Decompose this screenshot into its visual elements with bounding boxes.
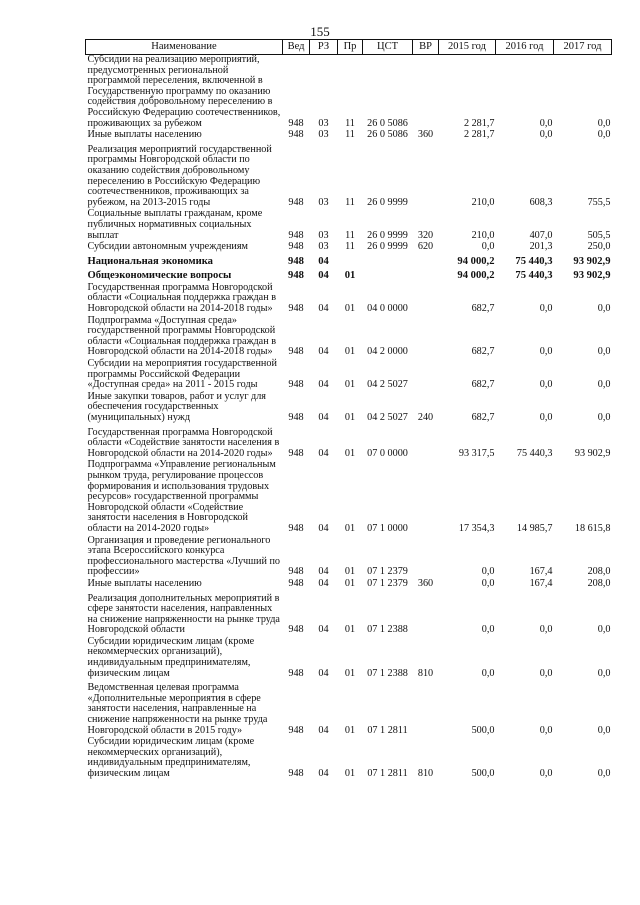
cell-pr: 01 bbox=[344, 667, 356, 679]
cell-name: Субсидии автономным учреждениям bbox=[87, 241, 248, 253]
cell-2015: 0,0 bbox=[481, 241, 495, 253]
cell-pr: 01 bbox=[344, 412, 356, 423]
header-2017: 2017 год bbox=[554, 40, 612, 55]
cell-pr: 01 bbox=[344, 577, 356, 589]
cell-cst: 07 0 0000 bbox=[367, 447, 408, 459]
cell-vr bbox=[413, 536, 439, 579]
cell-ved: 948 bbox=[288, 129, 304, 141]
cell-2017: 505,5 bbox=[587, 229, 611, 241]
cell-name: Национальная экономика bbox=[87, 255, 213, 267]
cell-name: Субсидии юридическим лицам (кроме некоммерческих организаций), индивидуальным предпринимателям, физическим лицам bbox=[87, 635, 255, 679]
cell-rz: 04 bbox=[318, 346, 329, 358]
cell-2016: 0,0 bbox=[539, 346, 553, 358]
header-rz: РЗ bbox=[310, 40, 338, 55]
cell-pr: 01 bbox=[344, 270, 356, 282]
page-number: 155 bbox=[310, 24, 330, 39]
cell-rz: 04 bbox=[318, 447, 329, 459]
cell-2016: 0,0 bbox=[539, 624, 553, 636]
cell-cst: 04 2 5027 bbox=[367, 379, 408, 391]
cell-2015: 0,0 bbox=[481, 577, 495, 589]
cell-ved: 948 bbox=[288, 241, 304, 253]
cell-ved: 948 bbox=[288, 346, 304, 358]
cell-name: Реализация дополнительных мероприятий в сфере занятости населения, направленных на снижение напряженности на рынке труда Новгородской области bbox=[87, 592, 280, 636]
cell-ved: 948 bbox=[288, 768, 304, 779]
cell-2017: 0,0 bbox=[597, 346, 611, 358]
cell-2017: 0,0 bbox=[597, 303, 611, 315]
cell-name: Субсидии на реализацию мероприятий, предусмотренных региональной программой переселения, включенной в Государственную программу по оказанию содействия добровольному переселению в Российскую Федерацию соотечественников, проживающих за рубежом bbox=[87, 54, 281, 129]
cell-2017: 0,0 bbox=[597, 129, 611, 141]
cell-2017: 0,0 bbox=[597, 724, 611, 736]
cell-rz: 04 bbox=[318, 255, 329, 267]
table-body bbox=[86, 55, 612, 781]
cell-ved: 948 bbox=[288, 412, 304, 423]
cell-ved: 948 bbox=[288, 724, 304, 736]
cell-name: Реализация мероприятий государственной программы Новгородской области по оказанию содействия добровольному переселению в Российскую Федерацию соотечественников, проживающих за рубежом, на 2013-2015 годы bbox=[87, 143, 272, 208]
cell-vr: 360 bbox=[417, 129, 434, 141]
table-row bbox=[86, 209, 612, 242]
cell-name: Социальные выплаты гражданам, кроме публичных нормативных социальных выплат bbox=[87, 208, 263, 241]
table-row bbox=[86, 637, 612, 680]
cell-2017: 0,0 bbox=[597, 667, 611, 679]
cell-cst: 26 0 5086 bbox=[367, 117, 408, 129]
table-row bbox=[86, 283, 612, 316]
table-row bbox=[86, 737, 612, 780]
cell-ved: 948 bbox=[288, 303, 304, 315]
cell-name: Иные выплаты населению bbox=[87, 129, 202, 141]
cell-2016: 0,0 bbox=[539, 379, 553, 391]
cell-name: Государственная программа Новгородской области «Содействие занятости населения в Новгородской области на 2014-2020 годы» bbox=[87, 426, 280, 459]
cell-vr bbox=[413, 316, 439, 359]
table-row bbox=[86, 359, 612, 392]
cell-ved: 948 bbox=[288, 577, 304, 589]
table-header bbox=[86, 40, 612, 55]
cell-ved: 948 bbox=[288, 379, 304, 391]
cell-vr bbox=[413, 460, 439, 535]
cell-cst: 26 0 9999 bbox=[367, 196, 408, 208]
header-cst: ЦСТ bbox=[363, 40, 413, 55]
cell-name: Ведомственная целевая программа «Дополнительные мероприятия в сфере занятости населения, направленные на снижение напряженности на рынке труда Новгородской области в 2015 году» bbox=[87, 682, 268, 736]
cell-2017: 208,0 bbox=[587, 577, 611, 589]
cell-cst: 26 0 5086 bbox=[367, 129, 408, 141]
header-ved: Вед bbox=[283, 40, 310, 55]
cell-pr: 01 bbox=[344, 303, 356, 315]
cell-vr bbox=[413, 283, 439, 316]
cell-vr: 810 bbox=[417, 768, 434, 779]
cell-name: Подпрограмма «Управление региональным рынком труда, регулирование процессов формирования и использования трудовых ресурсов» государственной программы Новгородской области «Содействие занятости населения в Новгородской области на 2014-2020 годы» bbox=[87, 459, 276, 534]
cell-cst: 07 1 2811 bbox=[367, 724, 408, 736]
cell-2017: 0,0 bbox=[597, 379, 611, 391]
cell-ved: 948 bbox=[288, 667, 304, 679]
cell-2015: 94 000,2 bbox=[457, 270, 495, 282]
cell-ved: 948 bbox=[288, 117, 304, 129]
cell-2015: 2 281,7 bbox=[463, 117, 495, 129]
cell-name: Государственная программа Новгородской области «Социальная поддержка граждан в Новгородской области на 2014-2018 годы» bbox=[87, 281, 277, 315]
cell-vr bbox=[413, 591, 439, 637]
cell-vr bbox=[413, 268, 439, 283]
cell-cst: 07 1 2388 bbox=[367, 667, 408, 679]
table-row bbox=[86, 680, 612, 737]
cell-2016: 0,0 bbox=[539, 303, 553, 315]
table-row bbox=[86, 460, 612, 535]
cell-ved: 948 bbox=[288, 255, 304, 267]
cell-2015: 0,0 bbox=[481, 566, 495, 578]
cell-cst: 04 2 0000 bbox=[367, 346, 408, 358]
cell-vr: 240 bbox=[417, 412, 434, 423]
cell-pr: 01 bbox=[344, 379, 356, 391]
cell-name: Подпрограмма «Доступная среда» государственной программы Новгородской области «Социальная поддержка граждан в Новгородской области на 2014-2018 годы» bbox=[87, 314, 277, 358]
cell-ved: 948 bbox=[288, 624, 304, 636]
cell-pr bbox=[338, 254, 363, 269]
cell-pr: 11 bbox=[345, 117, 355, 129]
cell-vr: 360 bbox=[417, 577, 434, 589]
cell-cst: 07 1 2388 bbox=[367, 624, 408, 636]
cell-rz: 04 bbox=[318, 522, 329, 534]
cell-cst: 07 1 0000 bbox=[367, 522, 408, 534]
cell-rz: 03 bbox=[318, 129, 329, 141]
cell-pr: 01 bbox=[344, 624, 356, 636]
cell-cst bbox=[363, 268, 413, 283]
cell-2015: 93 317,5 bbox=[458, 447, 495, 459]
cell-2017: 755,5 bbox=[587, 196, 611, 208]
cell-rz: 03 bbox=[318, 229, 329, 241]
cell-name: Иные закупки товаров, работ и услуг для обеспечения государственных (муниципальных) нужд bbox=[87, 390, 266, 423]
table-row bbox=[86, 316, 612, 359]
table-row bbox=[86, 425, 612, 461]
cell-pr: 01 bbox=[344, 768, 356, 779]
cell-2017: 0,0 bbox=[597, 412, 611, 423]
cell-2016: 14 985,7 bbox=[516, 522, 553, 534]
cell-vr bbox=[413, 425, 439, 461]
cell-pr: 11 bbox=[345, 241, 355, 253]
cell-name: Иные выплаты населению bbox=[87, 577, 202, 589]
cell-name: Общеэкономические вопросы bbox=[87, 270, 232, 282]
cell-2017: 93 902,9 bbox=[574, 447, 611, 459]
cell-rz: 03 bbox=[318, 196, 329, 208]
cell-2017: 0,0 bbox=[597, 768, 611, 779]
table-row bbox=[86, 142, 612, 210]
cell-pr: 11 bbox=[345, 129, 355, 141]
cell-ved: 948 bbox=[288, 229, 304, 241]
cell-2015: 500,0 bbox=[471, 768, 495, 779]
cell-cst: 04 0 0000 bbox=[367, 303, 408, 315]
cell-2016: 0,0 bbox=[539, 724, 553, 736]
cell-2015: 682,7 bbox=[471, 303, 495, 315]
cell-2016: 0,0 bbox=[539, 412, 553, 423]
cell-2016: 167,4 bbox=[529, 577, 553, 589]
cell-vr bbox=[413, 254, 439, 269]
cell-cst: 07 1 2811 bbox=[367, 768, 408, 779]
cell-cst bbox=[363, 254, 413, 269]
cell-ved: 948 bbox=[288, 196, 304, 208]
cell-2016: 75 440,3 bbox=[515, 255, 553, 267]
cell-cst: 04 2 5027 bbox=[367, 412, 408, 423]
cell-rz: 04 bbox=[318, 379, 329, 391]
cell-cst: 07 1 2379 bbox=[367, 577, 408, 589]
cell-rz: 04 bbox=[318, 566, 329, 578]
cell-2017: 93 902,9 bbox=[573, 270, 611, 282]
cell-rz: 04 bbox=[318, 577, 329, 589]
cell-2015: 682,7 bbox=[471, 379, 495, 391]
cell-2017: 208,0 bbox=[587, 566, 611, 578]
cell-2015: 94 000,2 bbox=[457, 255, 495, 267]
cell-2015: 2 281,7 bbox=[463, 129, 495, 141]
cell-rz: 03 bbox=[318, 117, 329, 129]
cell-pr: 01 bbox=[344, 346, 356, 358]
cell-2015: 0,0 bbox=[481, 667, 495, 679]
cell-name: Организация и проведение регионального этапа Всероссийского конкурса профессионального мастерства «Лучший по профессии» bbox=[87, 534, 281, 578]
cell-cst: 26 0 9999 bbox=[367, 229, 408, 241]
cell-name: Субсидии на мероприятия государственной программы Российской Федерации «Доступная среда» на 2011 - 2015 годы bbox=[87, 358, 277, 391]
table-row bbox=[86, 55, 612, 131]
cell-rz: 04 bbox=[318, 724, 329, 736]
cell-rz: 04 bbox=[318, 624, 329, 636]
cell-rz: 03 bbox=[318, 241, 329, 253]
cell-ved: 948 bbox=[288, 566, 304, 578]
cell-2017: 0,0 bbox=[597, 624, 611, 636]
cell-2016: 0,0 bbox=[539, 768, 553, 779]
header-2015: 2015 год bbox=[439, 40, 496, 55]
cell-2015: 210,0 bbox=[471, 229, 495, 241]
cell-2016: 407,0 bbox=[529, 229, 553, 241]
cell-vr: 320 bbox=[417, 229, 434, 241]
cell-vr bbox=[413, 359, 439, 392]
cell-vr: 620 bbox=[417, 241, 434, 253]
cell-rz: 04 bbox=[318, 303, 329, 315]
header-vr: ВР bbox=[413, 40, 439, 55]
table-row bbox=[86, 254, 612, 269]
cell-2017: 0,0 bbox=[597, 117, 611, 129]
header-2016: 2016 год bbox=[496, 40, 554, 55]
cell-rz: 04 bbox=[318, 270, 329, 282]
budget-table bbox=[85, 39, 612, 781]
table-row bbox=[86, 536, 612, 579]
cell-pr: 01 bbox=[344, 566, 356, 578]
table-row bbox=[86, 130, 612, 142]
cell-ved: 948 bbox=[288, 270, 304, 282]
table-row bbox=[86, 579, 612, 591]
cell-2016: 201,3 bbox=[529, 241, 553, 253]
cell-name: Субсидии юридическим лицам (кроме некоммерческих организаций), индивидуальным предпринимателям, физическим лицам bbox=[87, 736, 255, 779]
cell-2015: 682,7 bbox=[471, 346, 495, 358]
cell-2016: 167,4 bbox=[529, 566, 553, 578]
cell-2016: 75 440,3 bbox=[516, 447, 553, 459]
cell-2015: 682,7 bbox=[471, 412, 495, 423]
cell-2015: 210,0 bbox=[471, 196, 495, 208]
cell-2017: 93 902,9 bbox=[573, 255, 611, 267]
cell-pr: 01 bbox=[344, 522, 356, 534]
cell-cst: 07 1 2379 bbox=[367, 566, 408, 578]
table-row bbox=[86, 392, 612, 425]
table-row bbox=[86, 268, 612, 283]
cell-vr bbox=[413, 55, 439, 131]
cell-2016: 0,0 bbox=[539, 667, 553, 679]
cell-pr: 11 bbox=[345, 196, 355, 208]
cell-pr: 01 bbox=[344, 724, 356, 736]
cell-2015: 17 354,3 bbox=[458, 522, 495, 534]
header-pr: Пр bbox=[338, 40, 363, 55]
cell-2016: 75 440,3 bbox=[515, 270, 553, 282]
cell-rz: 04 bbox=[318, 667, 329, 679]
cell-vr bbox=[413, 680, 439, 737]
cell-rz: 04 bbox=[318, 768, 329, 779]
cell-ved: 948 bbox=[288, 447, 304, 459]
cell-pr: 11 bbox=[345, 229, 355, 241]
cell-2015: 500,0 bbox=[471, 724, 495, 736]
cell-ved: 948 bbox=[288, 522, 304, 534]
header-name: Наименование bbox=[86, 40, 283, 55]
cell-2017: 18 615,8 bbox=[574, 522, 611, 534]
cell-rz: 04 bbox=[318, 412, 329, 423]
cell-cst: 26 0 9999 bbox=[367, 241, 408, 253]
cell-2015: 0,0 bbox=[481, 624, 495, 636]
cell-vr bbox=[413, 142, 439, 210]
cell-2016: 0,0 bbox=[539, 129, 553, 141]
cell-pr: 01 bbox=[344, 447, 356, 459]
table-row bbox=[86, 591, 612, 637]
table-row bbox=[86, 242, 612, 254]
cell-2016: 0,0 bbox=[539, 117, 553, 129]
cell-2016: 608,3 bbox=[529, 196, 553, 208]
cell-2017: 250,0 bbox=[587, 241, 611, 253]
cell-vr: 810 bbox=[417, 667, 434, 679]
